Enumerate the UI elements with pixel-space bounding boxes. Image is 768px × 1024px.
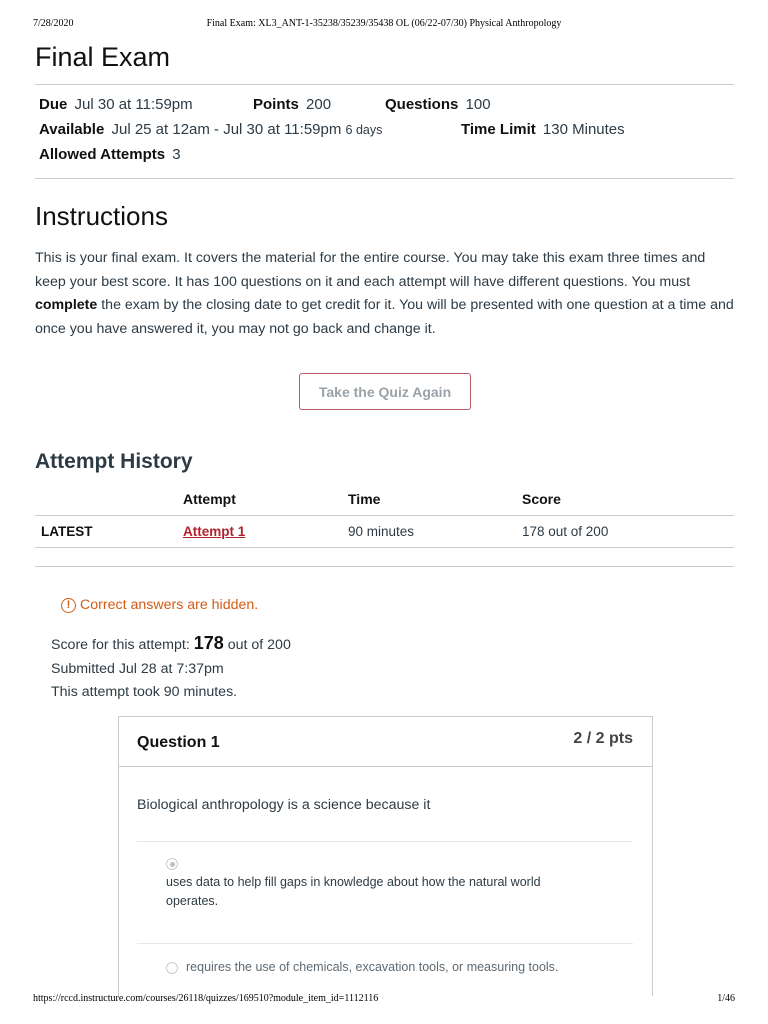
time-limit-item xyxy=(461,121,625,138)
divider xyxy=(35,566,734,567)
table-row xyxy=(35,515,734,547)
question-text: Biological anthropology is a science because it xyxy=(137,797,431,813)
duration-line: This attempt took 90 minutes. xyxy=(51,684,238,700)
points-value: 200 xyxy=(306,96,332,113)
available-label: Available xyxy=(39,121,105,138)
available-item xyxy=(39,121,382,138)
exclamation-circle-icon: ! xyxy=(61,598,76,613)
attempt-cell xyxy=(183,515,348,547)
print-document-title: Final Exam: XL3_ANT-1-35238/35239/35438 OL (06/22-07/30) Physical Anthropology xyxy=(206,18,562,29)
print-header xyxy=(0,18,768,32)
details-row-3 xyxy=(39,146,734,171)
take-quiz-again-button[interactable]: Take the Quiz Again xyxy=(299,373,471,410)
due-value: Jul 30 at 11:59pm xyxy=(74,96,193,113)
answers-hidden-notice xyxy=(61,597,258,613)
attempt-summary xyxy=(51,632,291,705)
take-quiz-wrapper xyxy=(299,373,471,410)
column-header-blank xyxy=(35,483,183,515)
score-line xyxy=(51,632,291,658)
score-cell: 178 out of 200 xyxy=(522,515,734,547)
allowed-attempts-value: 3 xyxy=(172,146,181,163)
available-value: Jul 25 at 12am - Jul 30 at 11:59pm xyxy=(111,121,342,138)
question-card xyxy=(118,716,653,996)
due-label: Due xyxy=(39,96,68,113)
allowed-attempts-label: Allowed Attempts xyxy=(39,146,166,163)
table-header-row xyxy=(35,483,734,515)
instructions-part-1: This is your final exam. It covers the material for the entire course. You may take this exam three times and keep your best score. It has 100 questions on it and each attempt will have different questions. You must xyxy=(35,250,706,290)
answer-divider xyxy=(137,943,633,944)
answer-option: requires the use of chemicals, excavation tools, or measuring tools. xyxy=(186,960,559,974)
details-row-2 xyxy=(39,121,734,146)
due-item xyxy=(39,96,193,113)
score-prefix: Score for this attempt: xyxy=(51,637,194,653)
questions-label: Questions xyxy=(385,96,459,113)
column-header-score: Score xyxy=(522,483,734,515)
question-title: Question 1 xyxy=(137,734,220,751)
print-date: 7/28/2020 xyxy=(33,18,74,29)
points-label: Points xyxy=(253,96,299,113)
quiz-content xyxy=(35,40,734,974)
radio-button-icon[interactable] xyxy=(166,858,178,870)
score-suffix: out of 200 xyxy=(223,637,291,653)
submitted-line: Submitted Jul 28 at 7:37pm xyxy=(51,660,224,677)
answers-hidden-text: Correct answers are hidden. xyxy=(80,597,259,613)
quiz-details xyxy=(35,85,734,178)
question-header xyxy=(119,717,652,767)
column-header-time: Time xyxy=(348,483,522,515)
questions-value: 100 xyxy=(465,96,491,113)
instructions-text xyxy=(35,247,734,341)
instructions-title: Instructions xyxy=(35,201,168,231)
details-row-1 xyxy=(39,96,734,121)
print-footer xyxy=(0,993,768,1007)
answer-divider xyxy=(137,841,633,842)
column-header-attempt: Attempt xyxy=(183,483,348,515)
time-cell: 90 minutes xyxy=(348,515,522,547)
score-value: 178 xyxy=(193,633,224,653)
time-limit-value: 130 Minutes xyxy=(542,121,625,138)
points-item xyxy=(253,96,331,113)
instructions-part-2: the exam by the closing date to get credit for it. You will be presented with one question at a time and once you have answered it, you may not go back and change it. xyxy=(35,297,734,337)
print-page-number: 1/46 xyxy=(717,993,735,1004)
divider xyxy=(35,178,734,179)
latest-label: LATEST xyxy=(35,515,183,547)
answer-option: uses data to help fill gaps in knowledge about how the natural world operates. xyxy=(166,875,541,908)
print-url: https://rccd.instructure.com/courses/26118/quizzes/169510?module_item_id=1112116 xyxy=(33,993,379,1004)
radio-button-icon[interactable] xyxy=(166,962,178,974)
attempt-history-table xyxy=(35,483,734,548)
available-days: 6 days xyxy=(345,123,383,137)
time-limit-label: Time Limit xyxy=(461,121,536,138)
questions-item xyxy=(385,96,491,113)
attempt-history-title: Attempt History xyxy=(35,450,193,473)
page-title: Final Exam xyxy=(35,42,171,72)
allowed-attempts-item xyxy=(39,146,181,163)
instructions-bold: complete xyxy=(35,297,98,313)
attempt-1-link[interactable]: Attempt 1 xyxy=(183,523,246,539)
question-points: 2 / 2 pts xyxy=(573,730,633,747)
